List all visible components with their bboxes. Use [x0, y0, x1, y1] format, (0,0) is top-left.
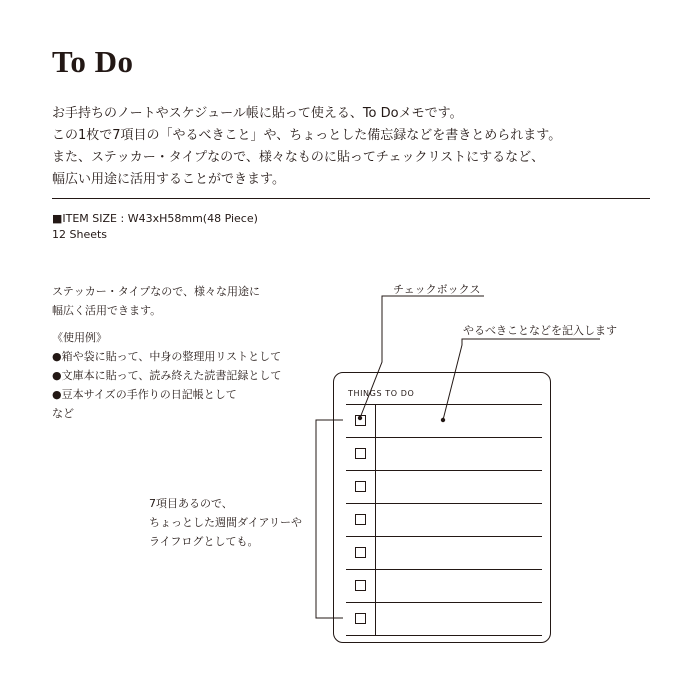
- write-leader-dot: [441, 418, 445, 422]
- intro-line: 幅広い用途に活用することができます。: [52, 172, 285, 187]
- usage-item: ●箱や袋に貼って、中身の整理用リストとして: [52, 350, 282, 363]
- usage-lead-line: ステッカー・タイプなので、様々な用途に: [52, 285, 261, 298]
- callout-diary-line: ライフログとしても。: [149, 535, 259, 548]
- page-title: To Do: [52, 44, 134, 79]
- usage-heading: 《使用例》: [52, 331, 107, 344]
- intro-line: また、ステッカー・タイプなので、様々なものに貼ってチェックリストにするなど、: [52, 150, 545, 165]
- card-title: THINGS TO DO: [348, 389, 415, 398]
- checkbox-leader-line: [360, 296, 484, 418]
- callout-diary-line: 7項目あるので、: [149, 497, 233, 510]
- intro-line: お手持ちのノートやスケジュール帳に貼って使える、To Doメモです。: [52, 106, 463, 121]
- usage-etc: など: [52, 407, 74, 420]
- usage-lead-line: 幅広く活用できます。: [52, 304, 162, 317]
- write-leader-line: [443, 339, 600, 420]
- usage-item: ●豆本サイズの手作りの日記帳として: [52, 388, 237, 401]
- usage-item: ●文庫本に貼って、読み終えた読書記録として: [52, 369, 282, 382]
- callout-checkbox: チェックボックス: [393, 283, 481, 296]
- rows-bracket-line: [316, 420, 343, 618]
- item-size: ■ITEM SIZE : W43xH58mm(48 Piece): [52, 212, 258, 225]
- callout-diary-line: ちょっとした週間ダイアリーや: [149, 516, 303, 529]
- intro-line: この1枚で7項目の「やるべきこと」や、ちょっとした備忘録などを書きとめられます。: [52, 128, 562, 143]
- sheet-count: 12 Sheets: [52, 228, 108, 241]
- callout-write-area: やるべきことなどを記入します: [463, 324, 617, 337]
- checkbox-leader-dot: [358, 416, 362, 420]
